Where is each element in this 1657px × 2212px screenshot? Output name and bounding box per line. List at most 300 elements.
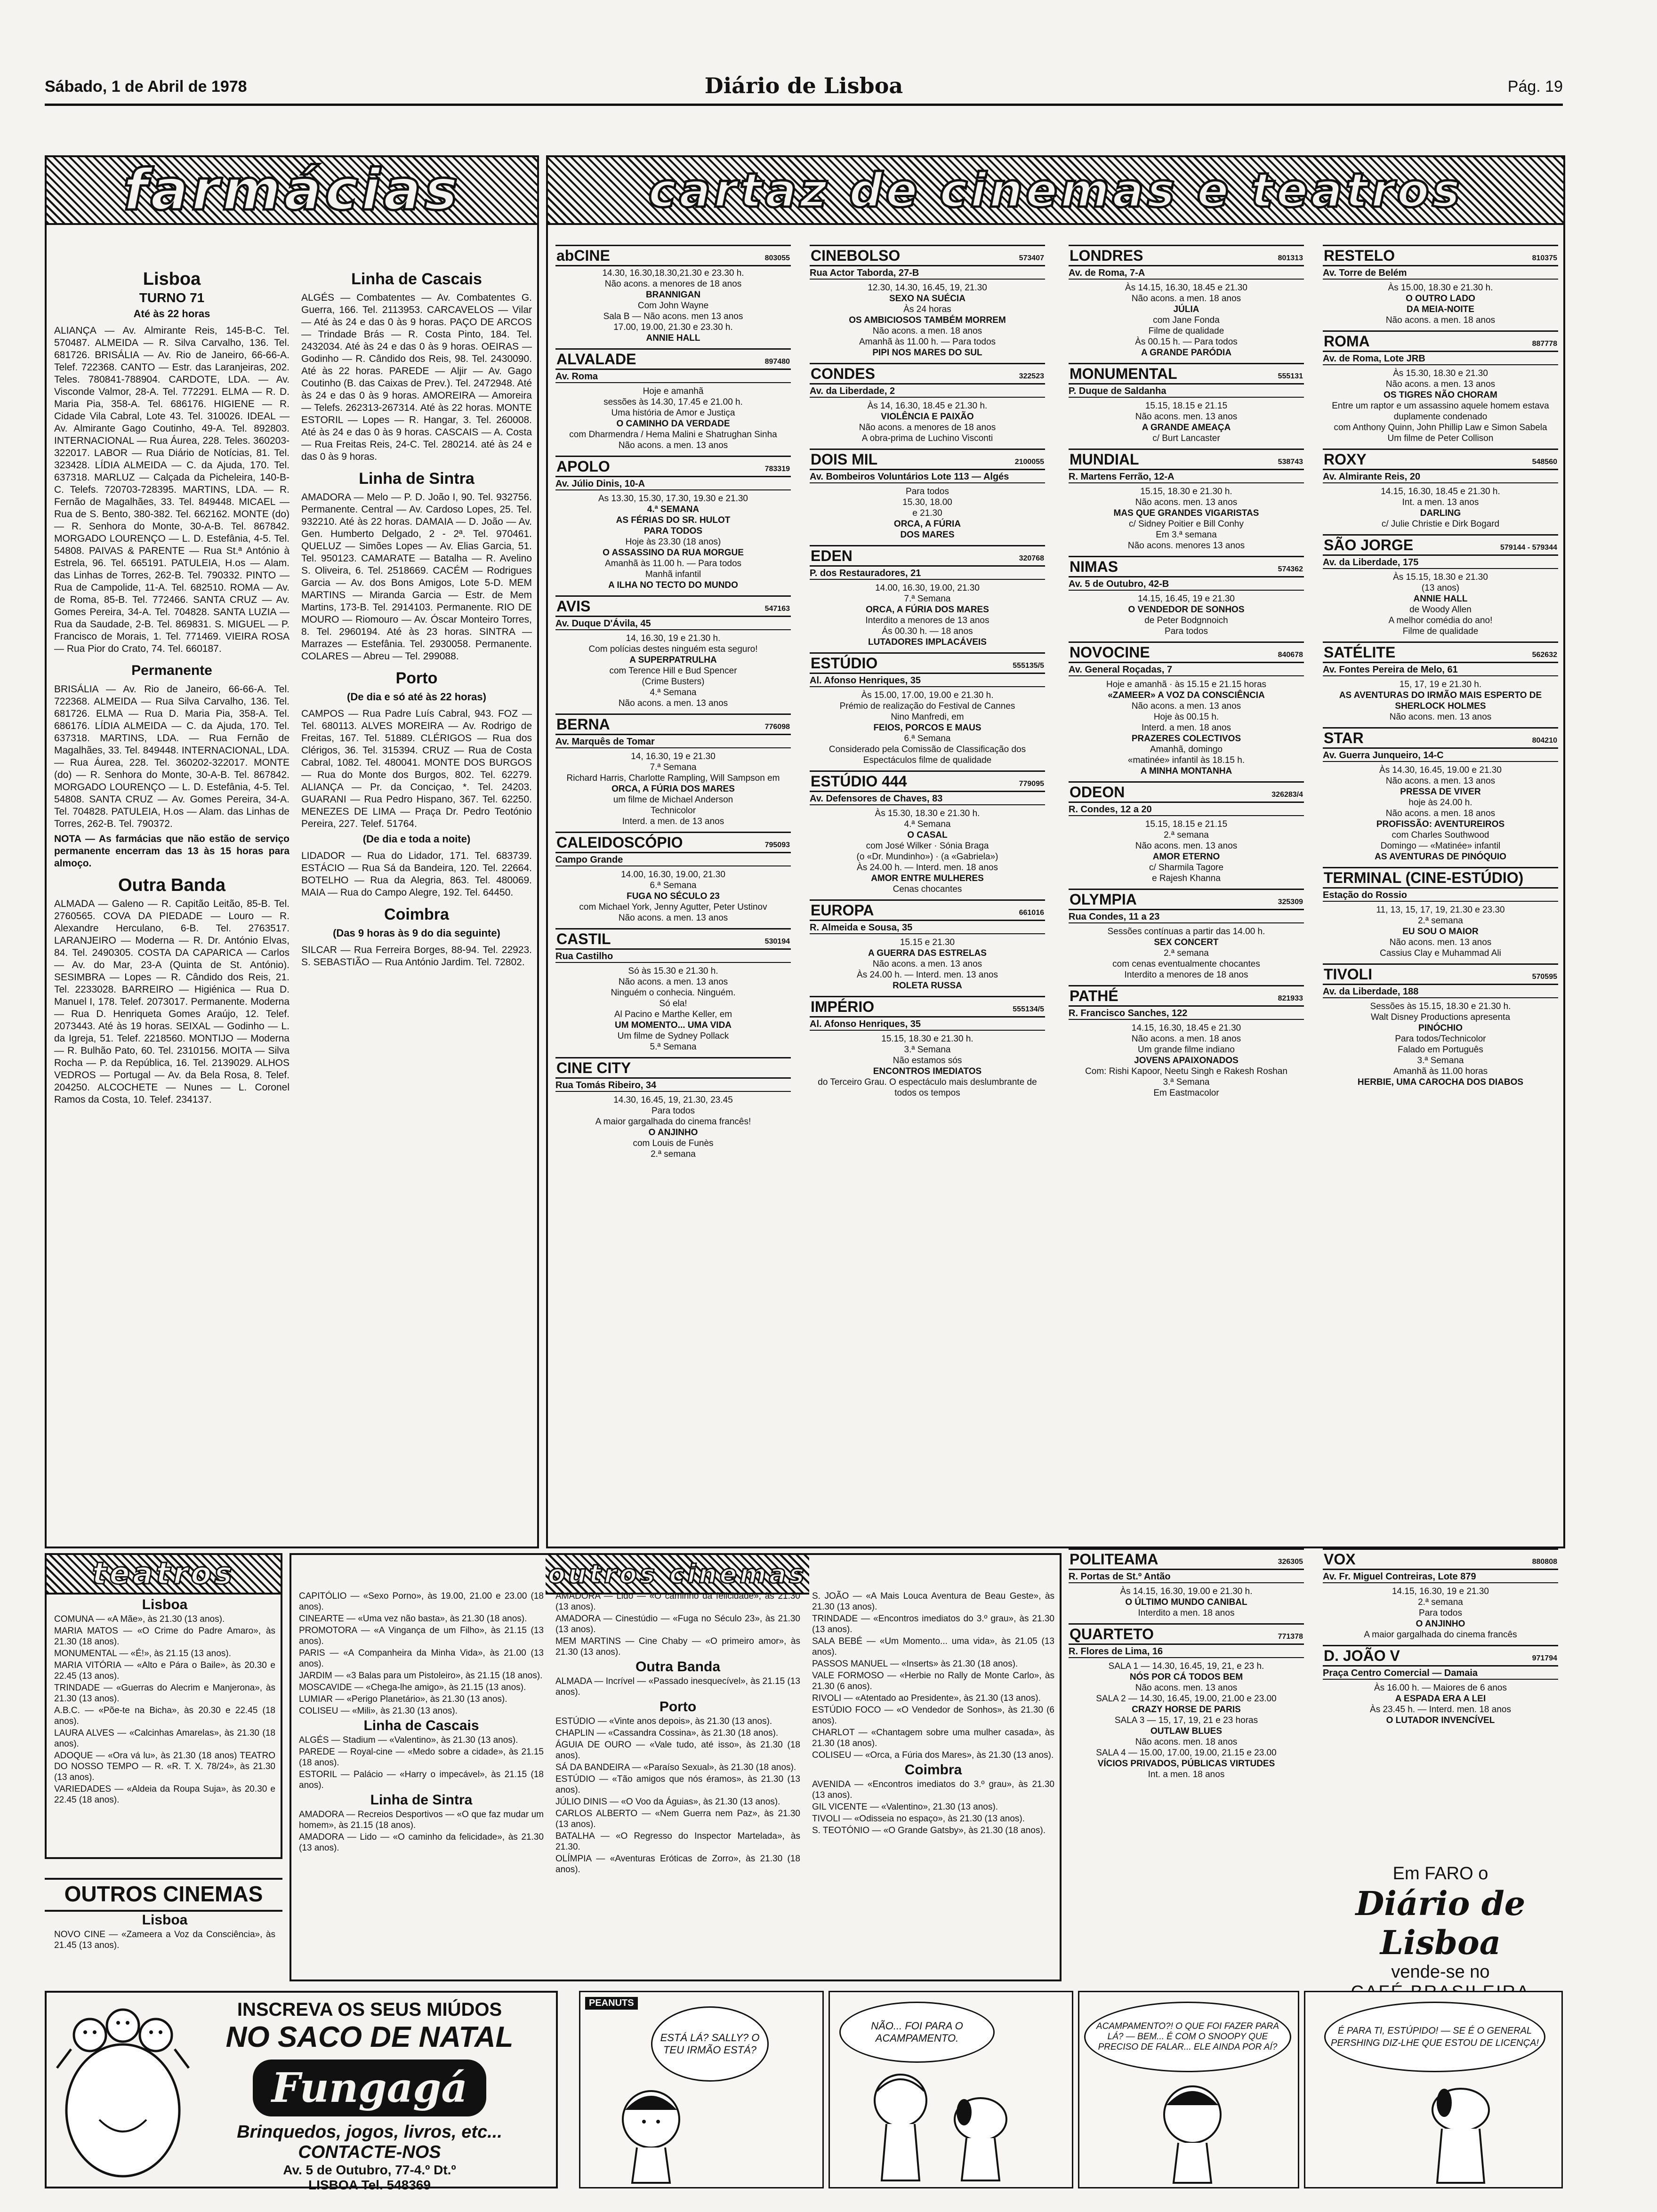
outro-cinema-item: ESTORIL — Palácio — «Harry o impecável», às 21.15 (18 anos).: [299, 1770, 544, 1790]
cinema-line: 15.15 e 21.30: [900, 938, 955, 947]
cinema-address: Al. Afonso Henriques, 35: [810, 675, 1045, 687]
cinema-line: 14.30, 16.30,18.30,21.30 e 23.30 h.: [602, 268, 744, 278]
sally-snoopy-drawing: [858, 2063, 1046, 2185]
cinema-phone: 579144 - 579344: [1500, 544, 1557, 552]
outro-cinema-item: AMADORA — Cinestúdio — «Fuga no Século 23», às 21.30 (13 anos).: [555, 1614, 800, 1635]
outro-cinema-item: TRINDADE — «Encontros imediatos do 3.º grau», às 21.30 (13 anos).: [812, 1614, 1054, 1635]
cinema-line: Às 15.30, 18.30 e 21.30 h.: [875, 809, 980, 818]
cinema-line: «matinée» infantil às 18.15 h.: [1127, 755, 1245, 765]
cinema-line: SALA 1 — 14.30, 16.45, 19, 21, e 23 h.: [1108, 1661, 1264, 1671]
cinema-line: Não acons. a men. 18 anos: [1385, 315, 1496, 325]
cinema-line: 4.ª Semana: [904, 819, 951, 829]
cinema-line: Ás 00.30 h. — 18 anos: [882, 626, 973, 636]
page-number: Pág. 19: [1507, 78, 1563, 96]
cinema-listing: [810, 449, 1045, 540]
cinema-line: com cenas eventualmente chocantes: [1112, 959, 1260, 969]
cinema-line: 4.ª Semana: [650, 688, 697, 697]
cinema-line: Não estamos sós: [893, 1056, 962, 1066]
cinema-address: Praça Centro Comercial — Damaia: [1323, 1668, 1558, 1680]
cinema-title-bar: [1069, 781, 1304, 803]
peanuts-label: PEANUTS: [585, 1997, 638, 2010]
cinema-line: Às 24 horas: [903, 305, 951, 314]
cinema-phone: 530194: [764, 938, 790, 946]
cinema-title-bar: [555, 245, 791, 266]
cinema-phone: 570595: [1532, 973, 1557, 981]
cinema-line: Às 14.30, 16.45, 19.00 e 21.30: [1379, 765, 1502, 775]
cinema-title-bar: [1323, 641, 1558, 663]
cinema-phone: 804210: [1532, 737, 1557, 745]
cinema-line: Não acons. a men. 18 anos: [1385, 809, 1496, 818]
cinema-line: A ESPADA ERA A LEI: [1395, 1694, 1486, 1704]
issue-date: Sábado, 1 de Abril de 1978: [45, 78, 247, 96]
cinema-title-bar: [555, 928, 791, 950]
cinema-line: O ANJINHO: [1416, 1619, 1465, 1629]
cinema-address: Al. Afonso Henriques, 35: [810, 1019, 1045, 1031]
comic-panel-4: [1304, 1991, 1563, 2188]
outro-cinema-item: COLISEU — «Mili», às 21.30 (13 anos).: [299, 1706, 458, 1716]
cinema-name: DOIS MIL: [811, 451, 878, 468]
cinema-address: Av. Fontes Pereira de Melo, 61: [1323, 665, 1558, 676]
cinema-name: OLYMPIA: [1070, 891, 1137, 908]
cinema-line: Não acons. a men. 13 anos: [1385, 776, 1496, 786]
cinema-address: Av. Defensores de Chaves, 83: [810, 793, 1045, 805]
teatro-item: MARIA VITÓRIA — «Alto e Pára o Baile», às 20.30 e 22.45 (13 anos).: [54, 1660, 275, 1681]
cinema-name: IMPÉRIO: [811, 998, 875, 1015]
cinema-line: Não acons. men. 13 anos: [1135, 1683, 1238, 1693]
cinema-line: com Michael York, Jenny Agutter, Peter Ustinov: [579, 902, 767, 912]
cinema-line: DOS MARES: [900, 530, 955, 540]
outros-left-list: [54, 1911, 275, 1986]
cinema-phone: 880808: [1532, 1558, 1557, 1566]
cinema-title-bar: [555, 1057, 791, 1079]
speech-bubble: ESTÁ LÁ? SALLY? O TEU IRMÃO ESTÁ?: [651, 2006, 769, 2082]
cinema-name: EDEN: [811, 547, 853, 564]
cinema-name: ESTÚDIO: [811, 655, 878, 672]
porto-list-2: LIDADOR — Rua do Lidador, 171. Tel. 683739. ESTÁCIO — Rua Sá da Bandeira, 120. Tel. 22664. BOTELHO — Rua da Alegria, 863. Tel. 480069. MAIA — Rua do Campo Alegre, 192. Tel. 64450.: [301, 850, 532, 898]
cinema-line: AMOR ETERNO: [1152, 852, 1220, 862]
cinema-phone: 322523: [1019, 372, 1044, 380]
outro-cinema-item: LUMIAR — «Perigo Planetário», às 21.30 (13 anos).: [299, 1694, 507, 1704]
cinema-line: Cassius Clay e Muhammad Ali: [1380, 948, 1501, 958]
cinema-title-bar: [810, 652, 1045, 674]
cinema-line: 17.00, 19.00, 21.30 e 23.30 h.: [613, 322, 733, 332]
cinema-address: Campo Grande: [555, 855, 791, 866]
cinema-listing: [810, 996, 1045, 1098]
cinema-address: R. Flores de Lima, 16: [1069, 1646, 1304, 1658]
cinema-line: O ASSASSINO DA RUA MORGUE: [603, 548, 744, 558]
cinema-title-bar: [810, 996, 1045, 1018]
cinema-line: AMOR ENTRE MULHERES: [871, 874, 984, 883]
cinema-line: A maior gargalhada do cinema francês: [1364, 1630, 1517, 1640]
porto-hours-1: (De dia e só até às 22 horas): [347, 691, 486, 703]
sintra-list: AMADORA — Melo — P. D. João I, 90. Tel. 932756. Permanente. Central — Av. Cardoso Lopes, 25. Tel. 932210. Até às 22 horas. DAMAIA — D. João — Av. Gen. Humberto Delgado, 2 - 2ª. Tel. 970461. QUELUZ — Simões Lopes — Av. Elias Garcia, 51. Tel. 950123. CAMARATE — Batalha — R. Avelino S. Oliveira, 6. Tel. 2518669. CACÉM — Rodrigues Garcia — Av. dos Bons Amigos, Lote 5-D. MEM MARTINS — Miranda Garcia — Estr. de Mem Martins, 173-B. Tel. 2914103. Permanente. RIO DE MOURO — Riomouro — Av. Óscar Monteiro Torres, 8. Tel. 2960194. Até às 23 horas. SINTRA — Marrazes — Estefânia. Tel. 2930058. Permanente. COLARES — Abreu — Tel. 299088.: [301, 492, 532, 662]
cinema-line: Em Eastmacolor: [1153, 1088, 1219, 1098]
ad-phone: LISBOA Tel. 548369: [308, 2178, 431, 2192]
cinema-listing: [555, 832, 791, 923]
cinema-phone: 801313: [1278, 254, 1303, 262]
outro-cinema-item: MOSCAVIDE — «Chega-lhe amigo», às 21.15 (13 anos).: [299, 1683, 526, 1692]
outro-cinema-item: ALGÉS — Stadium — «Valentino», às 21.30 (13 anos).: [299, 1735, 518, 1745]
cinema-phone: 887778: [1532, 340, 1557, 348]
cinema-phone: 574362: [1278, 565, 1303, 573]
outro-cinema-item: S. TEOTÓNIO — «O Grande Gatsby», às 21.30 (18 anos).: [812, 1826, 1046, 1835]
cinema-title-bar: [555, 348, 791, 370]
cinema-line: 14.15, 16.30, 18.45 e 21.30 h.: [1381, 487, 1500, 497]
cinema-phone: 326283/4: [1271, 791, 1303, 799]
cinema-line: (o «Dr. Mundinho») · (a «Gabriela»): [856, 852, 998, 862]
outro-cinema-item: AMADORA — Recreios Desportivos — «O que faz mudar um homem», às 21.15 (18 anos).: [299, 1810, 544, 1830]
cinema-col-4b: [1323, 1548, 1558, 1821]
cinema-listing: [1323, 727, 1558, 862]
outro-cinema-item: CINEARTE — «Uma vez não basta», às 21.30 (18 anos).: [299, 1614, 527, 1624]
ad-address: Av. 5 de Outubro, 77-4.º Dt.º: [283, 2163, 456, 2177]
cinema-line: Cenas chocantes: [893, 884, 962, 894]
cinema-line: 11, 13, 15, 17, 19, 21.30 e 23.30: [1376, 905, 1505, 915]
outros-ob-heading: Outra Banda: [635, 1659, 721, 1675]
cinema-title-bar: [1323, 330, 1558, 352]
cinema-address: P. Duque de Saldanha: [1069, 386, 1304, 398]
turno-heading: TURNO 71: [139, 290, 205, 305]
cinema-address: Av. Marquês de Tomar: [555, 737, 791, 748]
cinema-line: Não acons. a menores de 18 anos: [859, 423, 996, 433]
cinema-name: CINE CITY: [556, 1059, 631, 1076]
cinema-line: Para todos/Technicolor: [1395, 1034, 1486, 1044]
cinema-phone: 538743: [1278, 458, 1303, 466]
teatro-item: ADOQUE — «Ora vá lu», às 21.30 (18 anos) TEATRO DO NOSSO TEMPO — R. «R. T. X. 78/24», às 21.30 (13 anos).: [54, 1751, 275, 1782]
outro-cinema-item: MEM MARTINS — Cine Chaby — «O primeiro amor», às 21.30 (13 anos).: [555, 1636, 800, 1657]
cinema-line: UM MOMENTO... UMA VIDA: [614, 1020, 732, 1030]
cinema-line: Só ela!: [659, 999, 687, 1009]
cinema-line: Não acons. men. 13 anos: [1135, 412, 1238, 422]
cinema-line: O LUTADOR INVENCÍVEL: [1386, 1715, 1495, 1725]
cinema-line: e Rajesh Khanna: [1152, 874, 1221, 883]
cinema-line: Não acons. a men. 13 anos: [618, 913, 728, 923]
outra-banda-heading: Outra Banda: [118, 875, 226, 895]
cinema-listing: [810, 652, 1045, 766]
cinema-title-bar: [555, 713, 791, 735]
cinema-phone: 555131: [1278, 372, 1303, 380]
ad-line-4: CONTACTE-NOS: [298, 2142, 441, 2162]
cinema-address: Av. da Liberdade, 2: [810, 386, 1045, 398]
cinema-col-4: [1323, 245, 1558, 1534]
cinema-line: FUGA NO SÉCULO 23: [627, 891, 720, 901]
ad-line-3: Brinquedos, jogos, livros, etc...: [237, 2122, 502, 2142]
cinema-name: D. JOÃO V: [1324, 1647, 1400, 1664]
cinema-line: Interdito a menores de 13 anos: [865, 616, 989, 625]
cinema-line: VIOLÊNCIA E PAIXÃO: [881, 412, 974, 422]
sintra-heading: Linha de Sintra: [359, 470, 475, 488]
cinema-line: Às 00.15 h. — Para todos: [1135, 337, 1238, 347]
cinema-address: R. Portas de St.º Antão: [1069, 1571, 1304, 1583]
cinema-line: Sessões às 15.15, 18.30 e 21.30 h.: [1370, 1002, 1511, 1011]
outro-cinema-item: JÚLIO DINIS — «O Voo da Águias», às 21.30 (13 anos).: [555, 1797, 780, 1807]
cinema-line: 14.30, 16.45, 19, 21.30, 23.45: [613, 1095, 733, 1105]
cinema-name: RESTELO: [1324, 247, 1395, 264]
cinema-name: MONUMENTAL: [1070, 365, 1177, 382]
faro-line-3: vende-se no: [1391, 1962, 1490, 1982]
cinema-line: Não acons. a men. 13 anos: [1385, 379, 1496, 389]
cinema-listing: [1323, 330, 1558, 444]
cinema-line: O ÚLTIMO MUNDO CANIBAL: [1125, 1597, 1247, 1607]
cinema-phone: 555134/5: [1013, 1005, 1044, 1013]
cinema-line: ANNIE HALL: [1413, 594, 1468, 604]
cinema-line: Amanhã às 11.00 h. — Para todos: [604, 559, 742, 569]
cinema-address: Rua Actor Taborda, 27-B: [810, 268, 1045, 280]
outro-cinema-item: AMADORA — Lido — «O caminho da felicidade», às 21.30 (13 anos).: [555, 1591, 800, 1612]
cinema-name: POLITEAMA: [1070, 1551, 1158, 1568]
cinema-title-bar: [1323, 867, 1558, 889]
cinema-line: Às 14.15, 16.30, 18.45 e 21.30: [1125, 283, 1247, 293]
cinema-line: PINÓCHIO: [1418, 1023, 1463, 1033]
cinema-line: Para todos: [1165, 626, 1208, 636]
cinema-line: sessões às 14.30, 17.45 e 21.00 h.: [603, 397, 743, 407]
outro-cinema-item: SALA BEBÉ — «Um Momento... uma vida», às 21.05 (13 anos).: [812, 1636, 1054, 1657]
cinema-line: Hoje e amanhã · às 15.15 e 21.15 horas: [1106, 680, 1267, 689]
cinema-name: EUROPA: [811, 902, 874, 919]
outro-cinema-item: VALE FORMOSO — «Herbie no Rally de Monte Carlo», às 21.30 (6 anos).: [812, 1671, 1054, 1691]
cinema-address: Av. Guerra Junqueiro, 14-C: [1323, 750, 1558, 762]
cinema-line: Para todos: [652, 1106, 695, 1116]
outro-cinema-item: CHARLOT — «Chantagem sobre uma mulher casada», às 21.30 (18 anos).: [812, 1728, 1054, 1748]
cinema-title-bar: [810, 545, 1045, 567]
cinema-line: As 13.30, 15.30, 17.30, 19.30 e 21.30: [598, 494, 748, 504]
cinema-line: 2.ª semana: [1164, 830, 1209, 840]
cinema-line: Um grande filme indiano: [1138, 1045, 1235, 1055]
teatro-item: MARIA MATOS — «O Crime do Padre Amaro», às 21.30 (18 anos).: [54, 1626, 275, 1647]
cinema-line: Domingo — «Matinée» infantil: [1380, 841, 1501, 851]
cinema-line: ORCA, A FÚRIA: [893, 519, 961, 529]
cinema-line: A SUPERPATRULHA: [629, 655, 717, 665]
cinema-line: AS AVENTURAS DO IRMÃO MAIS ESPERTO DE SHERLOCK HOLMES: [1339, 690, 1542, 711]
porto-heading: Porto: [395, 669, 438, 687]
cinema-line: Com polícias destes ninguém esta seguro!: [588, 644, 758, 654]
coimbra-heading: Coimbra: [384, 906, 449, 923]
comic-panel-3: [1078, 1991, 1299, 2188]
cinema-title-bar: [1323, 449, 1558, 470]
outros-col-2: [555, 1591, 800, 1977]
ad-line-1: INSCREVA OS SEUS MIÚDOS: [237, 1999, 502, 2020]
cinema-address: R. Almeida e Sousa, 35: [810, 922, 1045, 934]
cinema-line: Não acons. a men. 18 anos: [872, 326, 982, 336]
teatro-item: A.B.C. — «Põe-te na Bicha», às 20.30 e 22.45 (18 anos).: [54, 1706, 275, 1726]
outra-banda-list: ALMADA — Galeno — R. Capitão Leitão, 85-B. Tel. 2760565. COVA DA PIEDADE — Louro — R. Alexandre Herculano, 6-B. Tel. 2763517. LARANJEIRO — Moderna — R. Dr. António Elvas, 84. Tel. 2490305. COSTA DA CAPARICA — Carlos — Av. do Mar, 23-A (Quinta de St. António). SESIMBRA — Lopes — R. Cândido dos Reis, 21. Tel. 2233028. BARREIRO — Higiénica — Rua D. Manuel I, 178. Telef. 2073017. Permanente. Moderna — Rua D. Henriqueta Gomes Araújo, 12. Telef. 2073443. Até às 19 horas. SEIXAL — Godinho — L. da Igreja, 51. Telef. 2218560. MONTIJO — Moderna — R. Bulhão Pato, 60. Tel. 2310156. MOITA — Silva Rocha — P. da República, 16. Tel. 2139029. ALHOS VEDROS — Portugal — Av. da Bela Rosa, 8. Telef. 204250. ALCOCHETE — Nunes — L. Coronel Ramos da Costa, 10. Telef. 234137.: [54, 898, 290, 1105]
cinema-line: Às 15.15, 18.30 e 21.30: [1393, 572, 1488, 582]
cinema-line: Amanhã, domingo: [1150, 745, 1223, 754]
cinema-title-bar: [1069, 889, 1304, 910]
outro-cinema-item: PAREDE — Royal-cine — «Medo sobre a cidade», às 21.15 (18 anos).: [299, 1747, 544, 1768]
cinema-listing: [1069, 1623, 1304, 1780]
cinema-name: AVIS: [556, 598, 591, 615]
cinema-line: A obra-prima de Luchino Visconti: [861, 433, 993, 443]
cinema-line: Sessões contínuas a partir das 14.00 h.: [1107, 927, 1265, 937]
cinema-address: Rua Tomás Ribeiro, 34: [555, 1080, 791, 1092]
cinema-address: Av. 5 de Outubro, 42-B: [1069, 579, 1304, 591]
cinema-address: Av. da Liberdade, 175: [1323, 557, 1558, 569]
peppermint-patty-phone-drawing: [1145, 2077, 1239, 2185]
cinema-line: Falado em Português: [1398, 1045, 1483, 1055]
cinema-line: JÚLIA: [1173, 305, 1199, 314]
cinema-line: FEIOS, PORCOS E MAUS: [873, 723, 981, 733]
outro-cinema-item: GIL VICENTE — «Valentino», 21.30 (13 anos).: [812, 1802, 998, 1812]
cinema-line: Em 3.ª semana: [1156, 530, 1217, 540]
cinema-line: 2.ª semana: [1418, 916, 1463, 926]
cinema-line: Para todos: [906, 487, 949, 497]
cascais-heading: Linha de Cascais: [351, 270, 482, 288]
cinema-line: ENCONTROS IMEDIATOS: [873, 1066, 982, 1076]
cinema-line: Só às 15.30 e 21.30 h.: [628, 966, 718, 976]
cinema-phone: 783319: [764, 465, 790, 473]
cinema-title-bar: [1069, 556, 1304, 577]
cinema-line: O ANJINHO: [648, 1128, 698, 1138]
cinema-phone: 971794: [1532, 1654, 1557, 1662]
cinema-title-bar: [1323, 245, 1558, 266]
cinema-line: Ninguém o conhecia. Ninguém.: [611, 988, 736, 998]
outro-cinema-item: BATALHA — «O Regresso do Inspector Martelada», às 21.30.: [555, 1831, 800, 1852]
cinema-line: Não acons. a men. 13 anos: [618, 698, 728, 708]
farmacias-banner: farmácias: [47, 157, 537, 225]
cinema-line: c/ Sharmila Tagore: [1149, 863, 1224, 873]
cinema-title-bar: [1069, 1548, 1304, 1570]
outro-cinema-item: ESTÚDIO — «Vinte anos depois», às 21.30 (13 anos).: [555, 1716, 772, 1726]
cinema-line: O VENDEDOR DE SONHOS: [1128, 605, 1245, 615]
cinema-line: Às 14, 16.30, 18.45 e 21.30 h.: [867, 401, 988, 411]
cinema-title-bar: [1323, 1645, 1558, 1667]
cinema-line: 3.ª Semana: [904, 1045, 951, 1055]
cinema-line: Nino Manfredi, em: [891, 712, 964, 722]
cinema-name: abCINE: [556, 247, 610, 264]
cinema-line: SALA 2 — 14.30, 16.45, 19.00, 21.00 e 23.00: [1096, 1694, 1277, 1704]
cinema-line: Às 15.00, 17.00, 19.00 e 21.30 h.: [861, 690, 994, 700]
cinema-title-bar: [810, 363, 1045, 385]
cinema-line: do Terceiro Grau. O espectáculo mais deslumbrante de todos os tempos: [818, 1077, 1037, 1098]
cinema-name: STAR: [1324, 729, 1364, 746]
cinema-line: SALA 3 — 15, 17, 19, 21 e 23 horas: [1114, 1715, 1258, 1725]
outros-cinemas-banner: outros cinemas: [546, 1555, 809, 1595]
cinema-phone: 779095: [1019, 780, 1044, 788]
cinema-title-bar: [1069, 449, 1304, 470]
faro-line-1: Em FARO o: [1392, 1864, 1488, 1883]
cinema-line: Às 14.15, 16.30, 19.00 e 21.30 h.: [1120, 1587, 1253, 1596]
cinema-name: NIMAS: [1070, 558, 1118, 575]
cinema-line: 5.ª Semana: [650, 1042, 697, 1052]
cinema-line: VÍCIOS PRIVADOS, PÚBLICAS VIRTUDES: [1097, 1759, 1275, 1769]
cinema-line: ROLETA RUSSA: [893, 981, 962, 991]
lisboa-heading: Lisboa: [143, 269, 201, 289]
cinema-line: Não acons. men. 13 anos: [1389, 938, 1492, 947]
cinema-listing: [1069, 985, 1304, 1098]
cinema-line: Int. a men. 13 anos: [1402, 497, 1479, 507]
cinema-line: com Louis de Funès: [633, 1138, 714, 1148]
outro-cinema-item: ÁGUIA DE OURO — «Vale tudo, até isso», às 21.30 (18 anos).: [555, 1740, 800, 1761]
cinema-title-bar: [810, 245, 1045, 266]
outros-cinemas-title: OUTROS CINEMAS: [45, 1878, 282, 1912]
cinema-line: Filme de qualidade: [1148, 326, 1224, 336]
cinema-line: 15.15, 18.30 e 21.30 h.: [881, 1034, 973, 1044]
snoopy-drawing: [1385, 2077, 1527, 2185]
cinema-listing: [810, 245, 1045, 358]
cinema-address: Av. de Roma, 7-A: [1069, 268, 1304, 280]
comic-panel-2: [828, 1991, 1073, 2188]
cinema-line: 6.ª Semana: [904, 734, 951, 744]
cinema-name: TERMINAL (CINE-ESTÚDIO): [1324, 869, 1524, 886]
cinema-listing: [1323, 449, 1558, 529]
cinema-address: R. Martens Ferrão, 12-A: [1069, 472, 1304, 483]
cinema-line: SALA 4 — 15.00, 17.00, 19.00, 21.15 e 23.00: [1096, 1748, 1277, 1758]
cinema-listing: [1069, 245, 1304, 358]
cinema-line: (Crime Busters): [642, 677, 705, 687]
cinema-title-bar: [810, 899, 1045, 921]
cinema-line: 15.15, 18.15 e 21.15: [1145, 401, 1228, 411]
outro-cinema-item: PROMOTORA — «A Vingança de um Filho», às 21.15 (13 anos).: [299, 1626, 544, 1646]
cinema-line: O CASAL: [907, 830, 948, 840]
cinema-phone: 547163: [764, 605, 790, 613]
fungaga-logo: Fungagá: [253, 2060, 486, 2116]
farmacias-col-2: [301, 264, 532, 1544]
cinema-line: MAS QUE GRANDES VIGARISTAS: [1113, 508, 1259, 518]
cinema-col-3b: [1069, 1548, 1304, 1972]
cinema-line: 7.ª Semana: [650, 762, 697, 772]
cinema-name: CINEBOLSO: [811, 247, 901, 264]
cinema-phone: 795093: [764, 841, 790, 849]
cinema-listing: [1323, 534, 1558, 637]
cinema-line: A ILHA NO TECTO DO MUNDO: [608, 580, 738, 590]
cinema-address: Av. Bombeiros Voluntários Lote 113 — Algés: [810, 472, 1045, 483]
cinema-line: SEXO NA SUÉCIA: [889, 294, 965, 304]
cinema-line: A GUERRA DAS ESTRELAS: [868, 948, 987, 958]
cinema-line: PROFISSÃO: AVENTUREIROS: [1376, 819, 1505, 829]
cinema-line: Prémio de realização do Festival de Cannes: [839, 701, 1015, 711]
cinema-line: um filme de Michael Anderson: [613, 795, 733, 805]
cinema-col-1: [555, 245, 791, 1544]
cinema-listing: [1323, 1548, 1558, 1640]
cinema-name: CALEIDOSCÓPIO: [556, 834, 683, 851]
cinema-line: 15, 17, 19 e 21.30 h.: [1399, 680, 1482, 689]
cinema-title-bar: [1069, 245, 1304, 266]
cinema-line: Considerado pela Comissão de Classificação dos Espectáculos filme de qualidade: [828, 745, 1026, 765]
cinema-line: LUTADORES IMPLACÁVEIS: [868, 637, 987, 647]
cinema-address: Av. Roma: [555, 371, 791, 383]
cinema-address: Av. de Roma, Lote JRB: [1323, 353, 1558, 365]
cinema-line: ORCA, A FÚRIA DOS MARES: [866, 605, 989, 615]
cinema-phone: 840678: [1278, 651, 1303, 659]
ad-line-2: NO SACO DE NATAL: [225, 2021, 514, 2053]
porto-hours-2: (De dia e toda a noite): [362, 833, 471, 845]
cinema-line: Interd. a men. de 13 anos: [622, 817, 724, 826]
faro-notice: [1323, 1864, 1558, 1982]
cinema-line: EU SOU O MAIOR: [1402, 927, 1479, 937]
cinema-phone: 810375: [1532, 254, 1557, 262]
outros-porto-heading: Porto: [659, 1699, 697, 1715]
cinema-address: Av. Duque D'Ávila, 45: [555, 618, 791, 630]
cinema-line: com José Wilker · Sónia Braga: [866, 841, 989, 851]
outros-cascais-heading: Linha de Cascais: [363, 1718, 479, 1733]
teatros-city: Lisboa: [142, 1597, 188, 1612]
cinema-phone: 320768: [1019, 554, 1044, 562]
teatro-item: MONUMENTAL — «É!», às 21.15 (13 anos).: [54, 1649, 231, 1659]
cinema-address: R. Condes, 12 a 20: [1069, 804, 1304, 816]
outro-cinema-item: PARIS — «A Companheira da Minha Vida», às 21.00 (13 anos).: [299, 1648, 544, 1669]
cinema-line: c/ Julie Christie e Dirk Bogard: [1381, 519, 1500, 529]
cinema-line: O CAMINHO DA VERDADE: [616, 419, 730, 429]
cinema-name: MUNDIAL: [1070, 451, 1139, 468]
cinema-line: 3.ª Semana: [1417, 1056, 1464, 1066]
cinema-title-bar: [810, 770, 1045, 792]
cinema-line: Não acons. a men. 13 anos: [872, 959, 982, 969]
cinema-phone: 897480: [764, 358, 790, 366]
cinema-address: Av. Fr. Miguel Contreiras, Lote 879: [1323, 1571, 1558, 1583]
cinema-phone: 803055: [764, 254, 790, 262]
porto-list-1: CAMPOS — Rua Padre Luís Cabral, 943. FOZ — Tel. 680113. ALVES MOREIRA — Av. Rodrigo de Freitas, 167. Tel. 51889. CLÉRIGOS — Rua dos Clérigos, 36. Tel. 315394. CRUZ — Rua de Costa Cabral, 1082. Tel. 480041. MONTE DOS BURGOS — Rua do Monte dos Burgos, 802. Tel. 62279. ALIANÇA — Pr. da Conciçao, *. Tel. 24203. GUARANI — Rua Pedro Hispano, 367. Tel. 62250. MENEZES DE LIMA — Praça Dr. Pedro Teotónio Pereira, 227. Telef. 51764.: [301, 708, 532, 829]
